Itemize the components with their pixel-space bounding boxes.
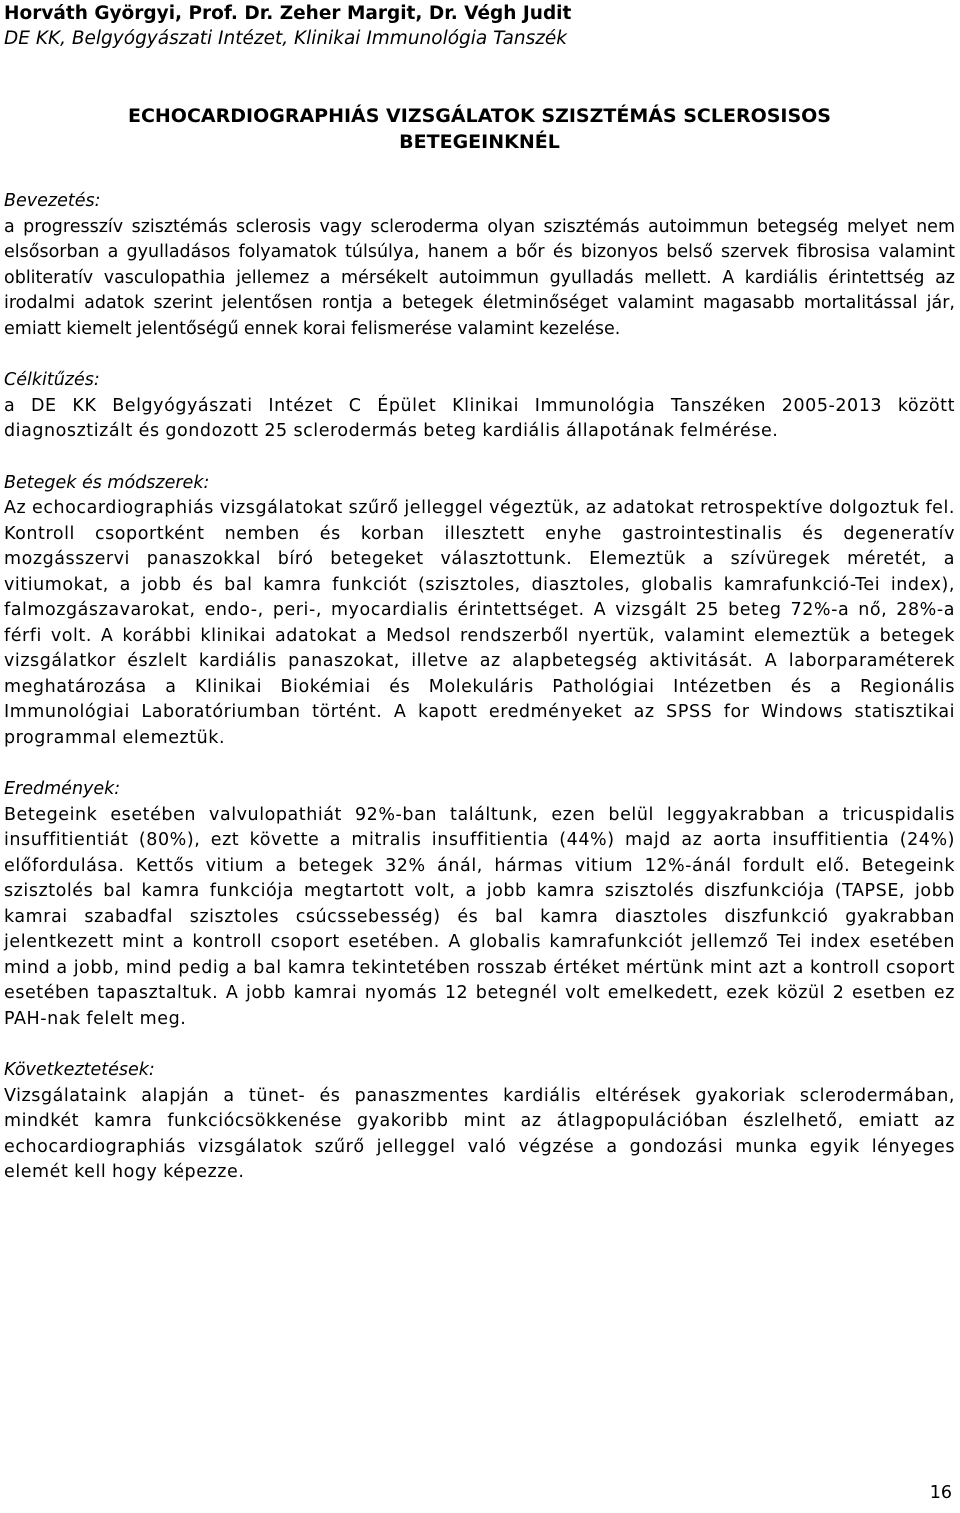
section-heading: Célkitűzés:	[4, 370, 100, 390]
document-title	[4, 103, 955, 155]
affiliation-line: DE KK, Belgyógyászati Intézet, Klinikai Immunológia Tanszék	[4, 28, 568, 49]
section-heading: Bevezetés:	[4, 191, 101, 211]
section-heading: Következtetések:	[4, 1060, 155, 1080]
section-introduction	[4, 189, 955, 342]
section-methods	[4, 471, 955, 752]
title-line-2: BETEGEINKNÉL	[399, 131, 560, 153]
section-body: a DE KK Belgyógyászati Intézet C Épület Klinikai Immunológia Tanszéken 2005-2013 között diagnosztizált és gondozott 25 sclerodermás beteg kardiális állapotának felmérése.	[4, 395, 955, 441]
page-number: 16	[929, 1483, 952, 1503]
section-heading: Betegek és módszerek:	[4, 472, 210, 493]
section-conclusions	[4, 1058, 955, 1186]
section-body: Betegeink esetében valvulopathiát 92%-ban találtunk, ezen belül leggyakrabban a tricuspidalis insuffitientiát (80%), ezt követte a mitralis insuffitientia (44%) majd az aorta insuffitientia (24%) előfordulása. Kettős vitium a betegek 32% ánál, hármas vitium 12%-ánál fordult elő. Betegeink szisztolés bal kamra funkciója megtartott volt, a jobb kamra szisztolés diszfunkciója (TAPSE, jobb kamrai szabadfal szisztoles csúcssebesség) és bal kamra diasztoles diszfunkció gyakrabban jelentkezett mint a kontroll csoport esetében. A globalis kamrafunkciót jellemző Tei index esetében mind a jobb, mind pedig a bal kamra tekintetében rosszab értéket mértünk mint azt a kontroll csoport esetében tapasztaltuk. A jobb kamrai nyomás 12 betegnél volt emelkedett, ezek közül 2 esetben ez PAH-nak felelt meg.	[4, 804, 955, 1029]
section-body: a progresszív szisztémás sclerosis vagy scleroderma olyan szisztémás autoimmun betegség melyet nem elsősorban a gyulladásos folyamatok túlsúlya, hanem a bőr és bizonyos belső szervek fibrosisa valamint obliteratív vasculopathia jellemez a mérsékelt autoimmun gyulladás mellett. A kardiális érintettség az irodalmi adatok szerint jelentősen rontja a betegek életminőséget valamint magasabb mortalitással jár, emiatt kiemelt jelentőségű ennek korai felismerése valamint kezelése.	[4, 216, 955, 339]
section-body: Vizsgálataink alapján a tünet- és panaszmentes kardiális eltérések gyakoriak sclerodermában, mindkét kamra funkciócsökkenése gyakoribb mint az átlagpopulációban észlelhető, emiatt az echocardiographiás vizsgálatok szűrő jelleggel való végzése a gondozási munka egyik lényeges elemét kell hogy képezze.	[4, 1085, 955, 1182]
section-objective	[4, 368, 955, 445]
section-results	[4, 777, 955, 1032]
title-line-1: ECHOCARDIOGRAPHIÁS VIZSGÁLATOK SZISZTÉMÁS SCLEROSISOS	[127, 105, 831, 127]
section-body: Az echocardiographiás vizsgálatokat szűrő jelleggel végeztük, az adatokat retrospektíve dolgoztuk fel. Kontroll csoportként nemben és korban illesztett enyhe gastrointestinalis és degeneratív mozgásszervi panaszokkal bíró betegeket választottunk. Elemeztük a szívüregek méretét, a vitiumokat, a jobb és bal kamra funkciót (szisztoles, diasztoles, globalis kamrafunkció-Tei index), falmozgászavarokat, endo-, peri-, myocardialis érintettséget. A vizsgált 25 beteg 72%-a nő, 28%-a férfi volt. A korábbi klinikai adatokat a Medsol rendszerből nyertük, valamint elemeztük a betegek vizsgálatkor észlelt kardiális panaszokat, illetve az alapbetegség aktivitását. A laborparaméterek meghatározása a Klinikai Biokémiai és Molekuláris Pathológiai Intézetben és a Regionális Immunológiai Laboratóriumban történt. A kapott eredményeket az SPSS for Windows statisztikai programmal elemeztük.	[4, 498, 955, 748]
document-page	[4, 2, 955, 1186]
authors-line: Horváth Györgyi, Prof. Dr. Zeher Margit, Dr. Végh Judit	[4, 3, 572, 24]
section-heading: Eredmények:	[4, 779, 121, 799]
